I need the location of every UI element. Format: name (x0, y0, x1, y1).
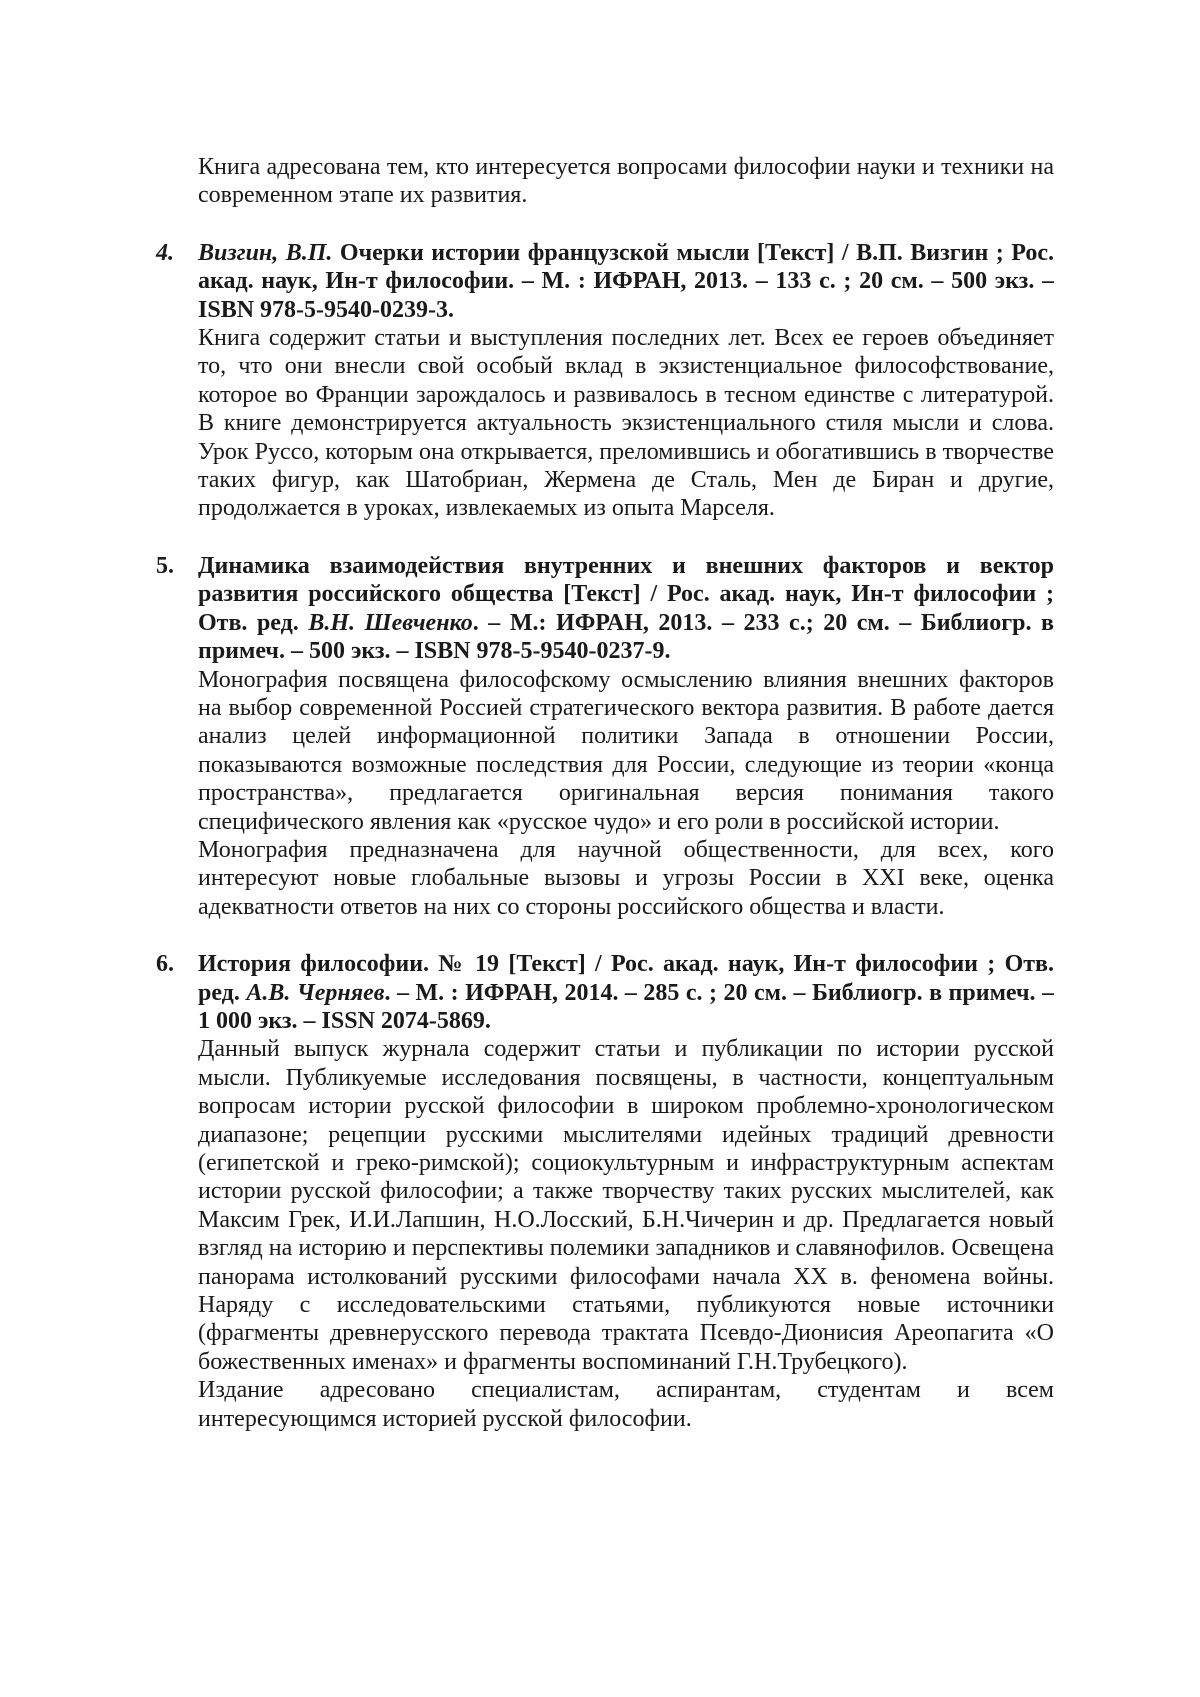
entry-title: Динамика взаимодействия внутренних и внешних факторов и вектор развития российского общества [Текст] / Рос. акад. наук, Ин-т философии ; Отв. ред. (198, 552, 1054, 636)
entry-number: 5. (156, 552, 174, 579)
entry-heading (198, 552, 1054, 666)
entry-description: Монография посвящена философскому осмыслению влияния внешних факторов на выбор современной Россией стратегического вектора развития. В работе дается анализ целей информационной политики Запада в отношении России, показываются возможные последствия для России, следующие из теории «конца пространства», предлагается оригинальная версия понимания такого специфического явления как «русское чудо» и его роли в российской истории. (198, 666, 1054, 835)
entry-number: 4. (156, 239, 174, 266)
intro-paragraph: Книга адресована тем, кто интересуется вопросами философии науки и техники на современном этапе их развития. (198, 154, 1054, 209)
entry-editor: В.Н. Шевченко (308, 609, 473, 636)
entry-editor: А.В. Черняев (246, 979, 385, 1006)
bibliography-entry-6 (156, 950, 1054, 1433)
bibliography-entry-4 (156, 239, 1054, 523)
entry-author: Визгин, В.П. (198, 239, 333, 266)
entry-publication-details: . – М.: ИФРАН, 2013. – 233 с.; 20 см. – Библиогр. в примеч. – 500 экз. – ISBN 978-5-9540-0237-9. (198, 609, 1054, 665)
entry-heading (198, 239, 1054, 324)
entry-description: Данный выпуск журнала содержит статьи и публикации по истории русской мысли. Публикуемые исследования посвящены, в частности, концептуальным вопросам истории русской философии в широком проблемно-хронологическом диапазоне; рецепции русскими мыслителями идейных традиций древности (египетской и греко-римской); социокультурным и инфраструктурным аспектам истории русской философии; а также творчеству таких русских мыслителей, как Максим Грек, И.И.Лапшин, Н.О.Лосский, Б.Н.Чичерин и др. Предлагается новый взгляд на историю и перспективы полемики западников и славянофилов. Освещена панорама истолкований русскими философами начала XX в. феномена войны. Наряду с исследовательскими статьями, публикуются новые источники (фрагменты древнерусского перевода трактата Псевдо-Дионисия Ареопагита «О божественных именах» и фрагменты воспоминаний Г.Н.Трубецкого). (198, 1036, 1054, 1375)
entry-description-audience: Издание адресовано специалистам, аспирантам, студентам и всем интересующимся историей русской философии. (198, 1377, 1054, 1432)
entry-publication-details: . – М. : ИФРАН, 2014. – 285 с. ; 20 см. – Библиогр. в примеч. – 1 000 экз. – ISSN 2074-5869. (198, 979, 1054, 1034)
entry-number: 6. (156, 951, 174, 978)
entry-title-details: Очерки истории французской мысли [Текст] / В.П. Визгин ; Рос. акад. наук, Ин-т философии. – М. : ИФРАН, 2013. – 133 с. ; 20 см. – 500 экз. – ISBN 978-5-9540-0239-3. (198, 239, 1054, 323)
document-body (156, 153, 1054, 1433)
bibliography-entry-5 (156, 552, 1054, 921)
entry-title: История философии. № 19 [Текст] / Рос. акад. наук, Ин-т философии ; Отв. ред. (198, 951, 1054, 1006)
entry-heading (198, 950, 1054, 1035)
entry-description: Книга содержит статьи и выступления последних лет. Всех ее героев объединяет то, что они внесли свой особый вклад в экзистенциальное философствование, которое во Франции зарождалось и развивалось в тесном единстве с литературой. В книге демонстрируется актуальность экзистенциального стиля мысли и слова. Урок Руссо, которым она открывается, преломившись и обогатившись в творчестве таких фигур, как Шатобриан, Жермена де Сталь, Мен де Биран и другие, продолжается в уроках, извлекаемых из опыта Марселя. (198, 325, 1054, 522)
entry-description-audience: Монография предназначена для научной общественности, для всех, кого интересуют новые глобальные вызовы и угрозы России в XXI веке, оценка адекватности ответов на них со стороны российского общества и власти. (198, 836, 1054, 920)
